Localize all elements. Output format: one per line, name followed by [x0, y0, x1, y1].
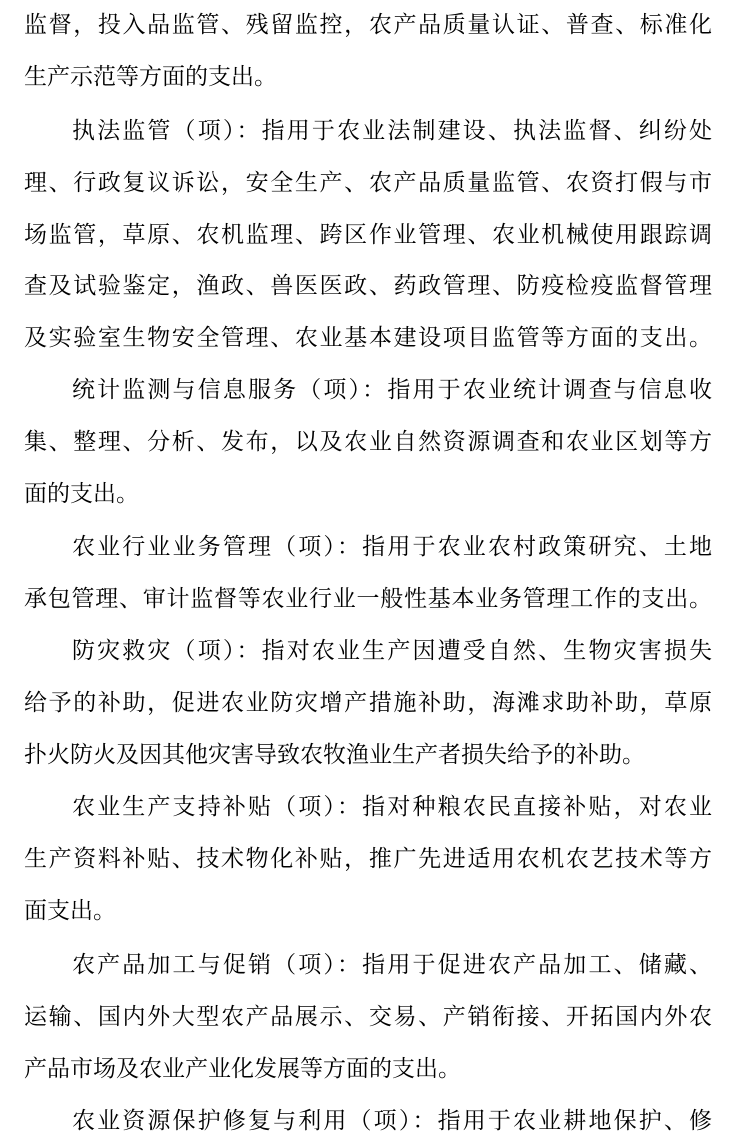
text-line: 生产示范等方面的支出。	[24, 64, 277, 90]
paragraph-heading-line: 农业资源保护修复与利用（项）：指用于农业耕地保护、修	[72, 1108, 712, 1134]
text-line: 面的支出。	[24, 481, 139, 507]
text-line: 承包管理、审计监督等农业行业一般性基本业务管理工作的支出。	[24, 586, 712, 612]
text-line: 及实验室生物安全管理、农业基本建设项目监管等方面的支出。	[24, 325, 712, 351]
text-line: 查及试验鉴定，渔政、兽医医政、药政管理、防疫检疫监督管理	[24, 273, 712, 299]
text-line: 扑火防火及因其他灾害导致农牧渔业生产者损失给予的补助。	[24, 742, 645, 768]
text-line: 给予的补助，促进农业防灾增产措施补助，海滩求助补助，草原	[24, 690, 712, 716]
text-line: 运输、国内外大型农产品展示、交易、产销衔接、开拓国内外农	[24, 1004, 712, 1030]
text-line: 产品市场及农业产业化发展等方面的支出。	[24, 1056, 461, 1082]
paragraph-heading-line: 统计监测与信息服务（项）：指用于农业统计调查与信息收	[72, 377, 712, 403]
text-line: 理、行政复议诉讼，安全生产、农产品质量监管、农资打假与市	[24, 170, 712, 196]
text-line: 面支出。	[24, 898, 116, 924]
paragraph-heading-line: 执法监管（项）：指用于农业法制建设、执法监督、纠纷处	[72, 118, 712, 144]
paragraph-heading-line: 农产品加工与促销（项）：指用于促进农产品加工、储藏、	[72, 952, 712, 978]
text-line: 生产资料补贴、技术物化补贴，推广先进适用农机农艺技术等方	[24, 846, 712, 872]
paragraph-heading-line: 防灾救灾（项）：指对农业生产因遭受自然、生物灾害损失	[72, 638, 712, 664]
paragraph-heading-line: 农业生产支持补贴（项）：指对种粮农民直接补贴，对农业	[72, 794, 712, 820]
paragraph-heading-line: 农业行业业务管理（项）：指用于农业农村政策研究、土地	[72, 534, 712, 560]
text-line: 集、整理、分析、发布，以及农业自然资源调查和农业区划等方	[24, 429, 712, 455]
text-line: 场监管，草原、农机监理、跨区作业管理、农业机械使用跟踪调	[24, 222, 712, 248]
text-line: 监督，投入品监管、残留监控，农产品质量认证、普查、标准化	[24, 12, 712, 38]
